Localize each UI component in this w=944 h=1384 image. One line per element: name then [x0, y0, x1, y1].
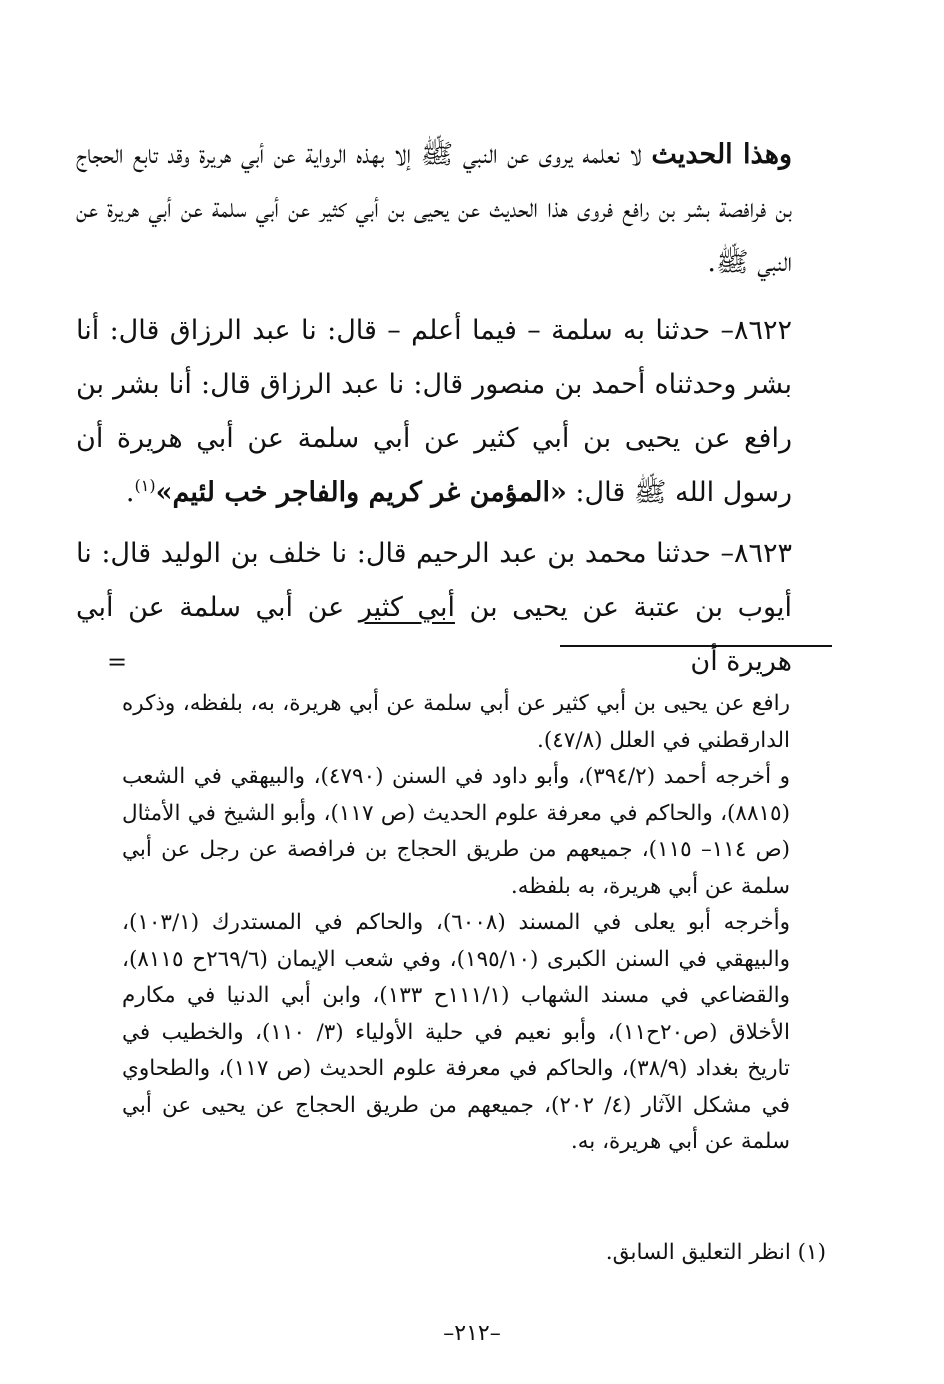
hadith-end: . — [125, 477, 135, 508]
footnote-continuation — [122, 686, 790, 1161]
hadith-8622 — [76, 304, 832, 520]
footnote-1: (١) انظر التعليق السابق. — [605, 1240, 826, 1265]
footnote-paragraph: رافع عن يحيى بن أبي كثير عن أبي سلمة عن أبي هريرة، به، بلفظه، وذكره الدارقطني في العلل (٤٧/٨). — [122, 691, 790, 753]
footnote-ref[interactable]: (١) — [134, 476, 156, 495]
hadith-text: ٨٦٢٣– حدثنا محمد بن عبد الرحيم قال: نا خلف بن الوليد قال: نا أيوب بن عتبة عن يحيى بن — [76, 538, 792, 623]
paragraph-text: لا نعلمه يروى عن النبي ﷺ إلا بهذه الرواية عن أبي هريرة وقد تابع الحجاج بن فرافصة بشر بن رافع فروى هذا الحديث عن يحيى بن أبي كثير عن أبي سلمة عن أبي هريرة عن النبي ﷺ. — [76, 139, 792, 278]
bold-lead: وهذا الحديث — [651, 139, 792, 170]
hadith-quote: «المؤمن غر كريم والفاجر خب لئيم» — [155, 477, 567, 508]
page-number: –٢١٢– — [443, 1321, 501, 1346]
paragraph-commentary — [76, 128, 832, 290]
continuation-mark: = — [107, 648, 128, 676]
underlined-name: أبي كثير — [358, 592, 455, 623]
footnote-paragraph: وأخرجه أبو يعلى في المسند (٦٠٠٨)، والحاكم في المستدرك (١٠٣/١)، والبيهقي في السنن الكبرى (١٩٥/١٠)، وفي شعب الإيمان (٢٦٩/٦ح ٨١١٥)، والقضاعي في مسند الشهاب (١١١/١ح ١٣٣)، وابن أبي الدنيا في مكارم الأخلاق (ص٢٠ح١١)، وأبو نعيم في حلية الأولياء (٣/ ١١٠)، والخطيب في تاريخ بغداد (٣٨/٩)، والحاكم في معرفة علوم الحديث (ص ١١٧)، والطحاوي في مشكل الآثار (٤/ ٢٠٢)، جميعهم من طريق الحجاج عن يحيى عن أبي سلمة عن أبي هريرة، به. — [122, 910, 791, 1154]
hadith-text-end: عن أبي سلمة عن أبي هريرة أن — [76, 592, 792, 677]
footnote-paragraph: و أخرجه أحمد (٣٩٤/٢)، وأبو داود في السنن (٤٧٩٠)، والبيهقي في الشعب (٨٨١٥)، والحاكم في معرفة علوم الحديث (ص ١١٧)، وأبو الشيخ في الأمثال (ص ١١٤– ١١٥)، جميعهم من طريق الحجاج بن فرافصة عن رجل عن أبي سلمة عن أبي هريرة، به بلفظه. — [122, 764, 790, 899]
hadith-text: ٨٦٢٢– حدثنا به سلمة – فيما أعلم – قال: نا عبد الرزاق قال: أنا بشر وحدثناه أحمد بن منصور قال: نا عبد الرزاق قال: أنا بشر بن رافع عن يحيى بن أبي كثير عن أبي سلمة عن أبي هريرة أن رسول الله ﷺ قال: — [76, 315, 792, 508]
footnote-separator — [560, 645, 832, 647]
hadith-8623 — [76, 527, 832, 689]
